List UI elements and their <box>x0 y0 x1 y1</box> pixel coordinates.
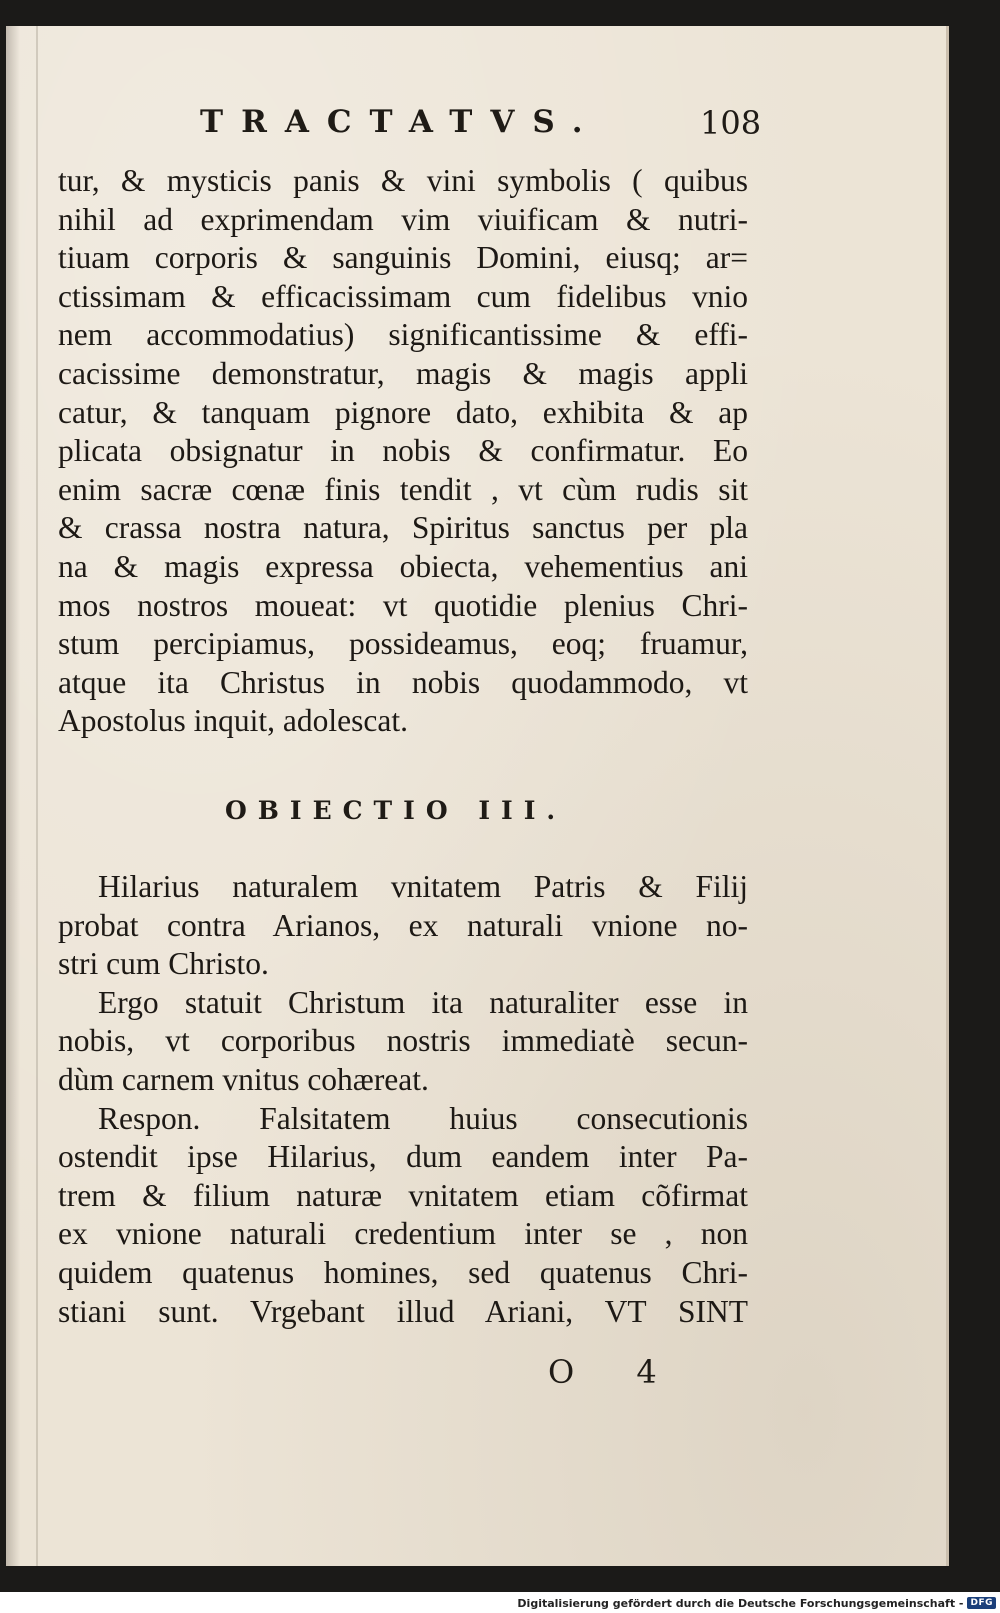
section-heading: OBIECTIO III. <box>225 796 567 825</box>
text-line: stiani sunt. Vrgebant illud Ariani, VT SINT <box>58 1293 748 1329</box>
digitization-footer <box>517 1594 996 1612</box>
text-line: ostendit ipse Hilarius, dum eandem inter Pa- <box>58 1139 748 1175</box>
text-line: nobis, vt corporibus nostris immediatè secun- <box>58 1023 748 1059</box>
body-text <box>58 868 748 1331</box>
text-line: ex vnione naturali credentium inter se , non <box>58 1216 748 1252</box>
page-fold <box>36 26 38 1566</box>
page-number: 108 <box>700 104 762 142</box>
text-line: catur, & tanquam pignore dato, exhibita & ap <box>58 394 748 430</box>
text-line: trem & filium naturæ vnitatem etiam cõfirmat <box>58 1177 748 1213</box>
text-line: nihil ad exprimendam vim viuificam & nutri- <box>58 201 748 237</box>
text-line: Apostolus inquit, adolescat. <box>58 703 408 739</box>
text-line: plicata obsignatur in nobis & confirmatur. Eo <box>58 433 748 469</box>
text-line: quidem quatenus homines, sed quatenus Chri- <box>58 1254 748 1290</box>
text-line: probat contra Arianos, ex naturali vnione no- <box>58 907 748 943</box>
signature-mark: O 4 <box>548 1353 683 1391</box>
footer-text: Digitalisierung gefördert durch die Deutsche Forschungsgemeinschaft - <box>517 1596 964 1610</box>
text-line: stum percipiamus, possideamus, eoq; fruamur, <box>58 626 748 662</box>
text-line: tur, & mysticis panis & vini symbolis ( quibus <box>58 163 748 198</box>
text-line: nem accommodatius) significantissime & effi- <box>58 317 748 353</box>
text-line: mos nostros moueat: vt quotidie plenius Chri- <box>58 587 748 623</box>
text-line: Hilarius naturalem vnitatem Patris & Filij <box>98 869 748 904</box>
paragraph-1 <box>58 162 748 741</box>
text-line: atque ita Christus in nobis quodammodo, vt <box>58 664 748 700</box>
text-line: cacissime demonstratur, magis & magis appli <box>58 355 748 391</box>
gutter-shadow <box>6 26 20 1566</box>
text-line: dùm carnem vnitus cohæreat. <box>58 1061 429 1097</box>
text-line: Respon. Falsitatem huius consecutionis <box>98 1100 748 1136</box>
text-line: stri cum Christo. <box>58 946 269 982</box>
text-line: ctissimam & efficacissimam cum fidelibus vnio <box>58 278 748 314</box>
text-line: Ergo statuit Christum ita naturaliter esse in <box>98 984 748 1020</box>
dfg-logo: DFG <box>967 1597 996 1609</box>
text-line: enim sacræ cœnæ finis tendit , vt cùm rudis sit <box>58 471 748 507</box>
text-line: tiuam corporis & sanguinis Domini, eiusq; ar= <box>58 240 748 276</box>
text-line: & crassa nostra natura, Spiritus sanctus per pla <box>58 510 748 546</box>
running-head: TRACTATVS. <box>200 104 601 140</box>
text-line: na & magis expressa obiecta, vehementius ani <box>58 548 748 584</box>
